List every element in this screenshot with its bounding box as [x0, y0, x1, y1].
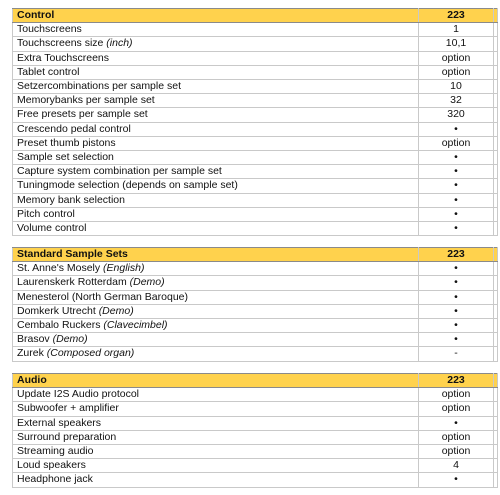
feature-label: Subwoofer + amplifier — [17, 402, 119, 415]
feature-value: - — [419, 347, 494, 361]
row-spacer — [494, 333, 498, 347]
feature-value: • — [419, 179, 494, 193]
feature-name-cell — [13, 290, 419, 304]
feature-label: Menesterol (North German Baroque) — [17, 290, 188, 303]
feature-label: Touchscreens size — [17, 37, 107, 50]
feature-value: option — [419, 402, 494, 416]
feature-label: Streaming audio — [17, 445, 94, 458]
model-number: 223 — [419, 248, 494, 262]
feature-label: Capture system combination per sample set — [17, 165, 222, 178]
feature-note: (inch) — [106, 37, 133, 50]
feature-name-cell — [13, 179, 419, 193]
feature-value: 4 — [419, 459, 494, 473]
feature-note: (Demo) — [98, 304, 134, 317]
feature-name-cell — [13, 65, 419, 79]
feature-label: Domkerk Utrecht — [17, 304, 99, 317]
feature-value: 10,1 — [419, 37, 494, 51]
feature-label: Laurenskerk Rotterdam — [17, 276, 130, 289]
row-spacer — [494, 262, 498, 276]
row-spacer — [494, 94, 498, 108]
feature-row — [13, 193, 498, 207]
feature-row — [13, 122, 498, 136]
row-spacer — [494, 179, 498, 193]
feature-row — [13, 347, 498, 361]
section-header — [13, 374, 498, 388]
feature-row — [13, 290, 498, 304]
row-spacer — [494, 430, 498, 444]
feature-row — [13, 51, 498, 65]
feature-name-cell — [13, 416, 419, 430]
feature-row — [13, 165, 498, 179]
feature-name-cell — [13, 445, 419, 459]
feature-name-cell — [13, 459, 419, 473]
feature-label: Free presets per sample set — [17, 108, 148, 121]
feature-name-cell — [13, 122, 419, 136]
feature-note: (Composed organ) — [46, 347, 135, 360]
feature-name-cell — [13, 262, 419, 276]
feature-value: • — [419, 122, 494, 136]
audio-table — [12, 373, 498, 488]
feature-row — [13, 276, 498, 290]
header-spacer — [494, 248, 498, 262]
control-table — [12, 8, 498, 236]
row-spacer — [494, 304, 498, 318]
feature-value: • — [419, 333, 494, 347]
feature-label: Memory bank selection — [17, 193, 125, 206]
feature-value: • — [419, 276, 494, 290]
row-spacer — [494, 388, 498, 402]
feature-label: Surround preparation — [17, 430, 117, 443]
feature-label: Memorybanks per sample set — [17, 94, 155, 107]
feature-name-cell — [13, 319, 419, 333]
feature-row — [13, 459, 498, 473]
section-title: Standard Sample Sets — [13, 248, 419, 262]
row-spacer — [494, 207, 498, 221]
feature-label: Tablet control — [17, 65, 80, 78]
feature-value: • — [419, 151, 494, 165]
feature-label: Update I2S Audio protocol — [17, 388, 140, 401]
feature-name-cell — [13, 207, 419, 221]
feature-row — [13, 402, 498, 416]
feature-name-cell — [13, 165, 419, 179]
row-spacer — [494, 37, 498, 51]
feature-name-cell — [13, 402, 419, 416]
row-spacer — [494, 402, 498, 416]
feature-name-cell — [13, 333, 419, 347]
feature-name-cell — [13, 276, 419, 290]
feature-row — [13, 445, 498, 459]
row-spacer — [494, 80, 498, 94]
feature-value: option — [419, 445, 494, 459]
feature-value: 320 — [419, 108, 494, 122]
feature-name-cell — [13, 304, 419, 318]
feature-label: Preset thumb pistons — [17, 136, 116, 149]
row-spacer — [494, 108, 498, 122]
feature-value: • — [419, 207, 494, 221]
feature-label: Crescendo pedal control — [17, 122, 131, 135]
feature-value: 10 — [419, 80, 494, 94]
section-title: Control — [13, 9, 419, 23]
feature-label: Cembalo Ruckers — [17, 319, 104, 332]
feature-value: option — [419, 51, 494, 65]
feature-label: Tuningmode selection (depends on sample set) — [17, 179, 238, 192]
feature-value: option — [419, 65, 494, 79]
feature-value: option — [419, 136, 494, 150]
feature-label: Setzercombinations per sample set — [17, 80, 181, 93]
feature-row — [13, 80, 498, 94]
feature-row — [13, 388, 498, 402]
feature-row — [13, 222, 498, 236]
feature-row — [13, 65, 498, 79]
feature-value: 32 — [419, 94, 494, 108]
feature-name-cell — [13, 473, 419, 487]
header-spacer — [494, 374, 498, 388]
feature-name-cell — [13, 23, 419, 37]
feature-value: • — [419, 473, 494, 487]
feature-value: • — [419, 290, 494, 304]
feature-value: • — [419, 222, 494, 236]
row-spacer — [494, 347, 498, 361]
feature-row — [13, 23, 498, 37]
feature-row — [13, 319, 498, 333]
feature-value: • — [419, 262, 494, 276]
feature-label: Volume control — [17, 222, 87, 235]
feature-note: (Clavecimbel) — [103, 319, 168, 332]
feature-row — [13, 333, 498, 347]
feature-name-cell — [13, 37, 419, 51]
standard-sample-sets-table — [12, 247, 498, 362]
section-header — [13, 248, 498, 262]
feature-value: • — [419, 193, 494, 207]
feature-row — [13, 304, 498, 318]
row-spacer — [494, 222, 498, 236]
row-spacer — [494, 416, 498, 430]
feature-value: • — [419, 165, 494, 179]
row-spacer — [494, 122, 498, 136]
model-number: 223 — [419, 9, 494, 23]
row-spacer — [494, 165, 498, 179]
feature-label: External speakers — [17, 416, 102, 429]
feature-label: Loud speakers — [17, 459, 86, 472]
feature-label: Brasov — [17, 333, 53, 346]
feature-value: option — [419, 430, 494, 444]
feature-label: Pitch control — [17, 207, 75, 220]
feature-row — [13, 416, 498, 430]
feature-label: Touchscreens — [17, 23, 82, 36]
feature-name-cell — [13, 51, 419, 65]
feature-value: • — [419, 319, 494, 333]
row-spacer — [494, 51, 498, 65]
row-spacer — [494, 193, 498, 207]
row-spacer — [494, 276, 498, 290]
row-spacer — [494, 136, 498, 150]
feature-note: (Demo) — [52, 333, 88, 346]
row-spacer — [494, 319, 498, 333]
feature-value: 1 — [419, 23, 494, 37]
feature-label: St. Anne's Mosely — [17, 262, 104, 275]
feature-row — [13, 207, 498, 221]
feature-label: Headphone jack — [17, 473, 93, 486]
feature-value: • — [419, 416, 494, 430]
feature-name-cell — [13, 151, 419, 165]
row-spacer — [494, 65, 498, 79]
feature-name-cell — [13, 94, 419, 108]
feature-row — [13, 94, 498, 108]
feature-label: Extra Touchscreens — [17, 51, 110, 64]
feature-name-cell — [13, 222, 419, 236]
feature-name-cell — [13, 136, 419, 150]
feature-note: (Demo) — [129, 276, 165, 289]
header-spacer — [494, 9, 498, 23]
feature-row — [13, 179, 498, 193]
feature-row — [13, 473, 498, 487]
section-title: Audio — [13, 374, 419, 388]
row-spacer — [494, 23, 498, 37]
feature-note: (English) — [103, 262, 145, 275]
feature-name-cell — [13, 108, 419, 122]
feature-name-cell — [13, 388, 419, 402]
feature-label: Sample set selection — [17, 151, 114, 164]
row-spacer — [494, 445, 498, 459]
feature-name-cell — [13, 347, 419, 361]
row-spacer — [494, 290, 498, 304]
feature-row — [13, 108, 498, 122]
model-number: 223 — [419, 374, 494, 388]
feature-row — [13, 136, 498, 150]
feature-name-cell — [13, 430, 419, 444]
feature-label: Zurek — [17, 347, 47, 360]
feature-row — [13, 262, 498, 276]
feature-row — [13, 37, 498, 51]
feature-name-cell — [13, 80, 419, 94]
row-spacer — [494, 459, 498, 473]
feature-value: • — [419, 304, 494, 318]
feature-value: option — [419, 388, 494, 402]
section-header — [13, 9, 498, 23]
feature-row — [13, 151, 498, 165]
row-spacer — [494, 473, 498, 487]
feature-row — [13, 430, 498, 444]
feature-name-cell — [13, 193, 419, 207]
row-spacer — [494, 151, 498, 165]
